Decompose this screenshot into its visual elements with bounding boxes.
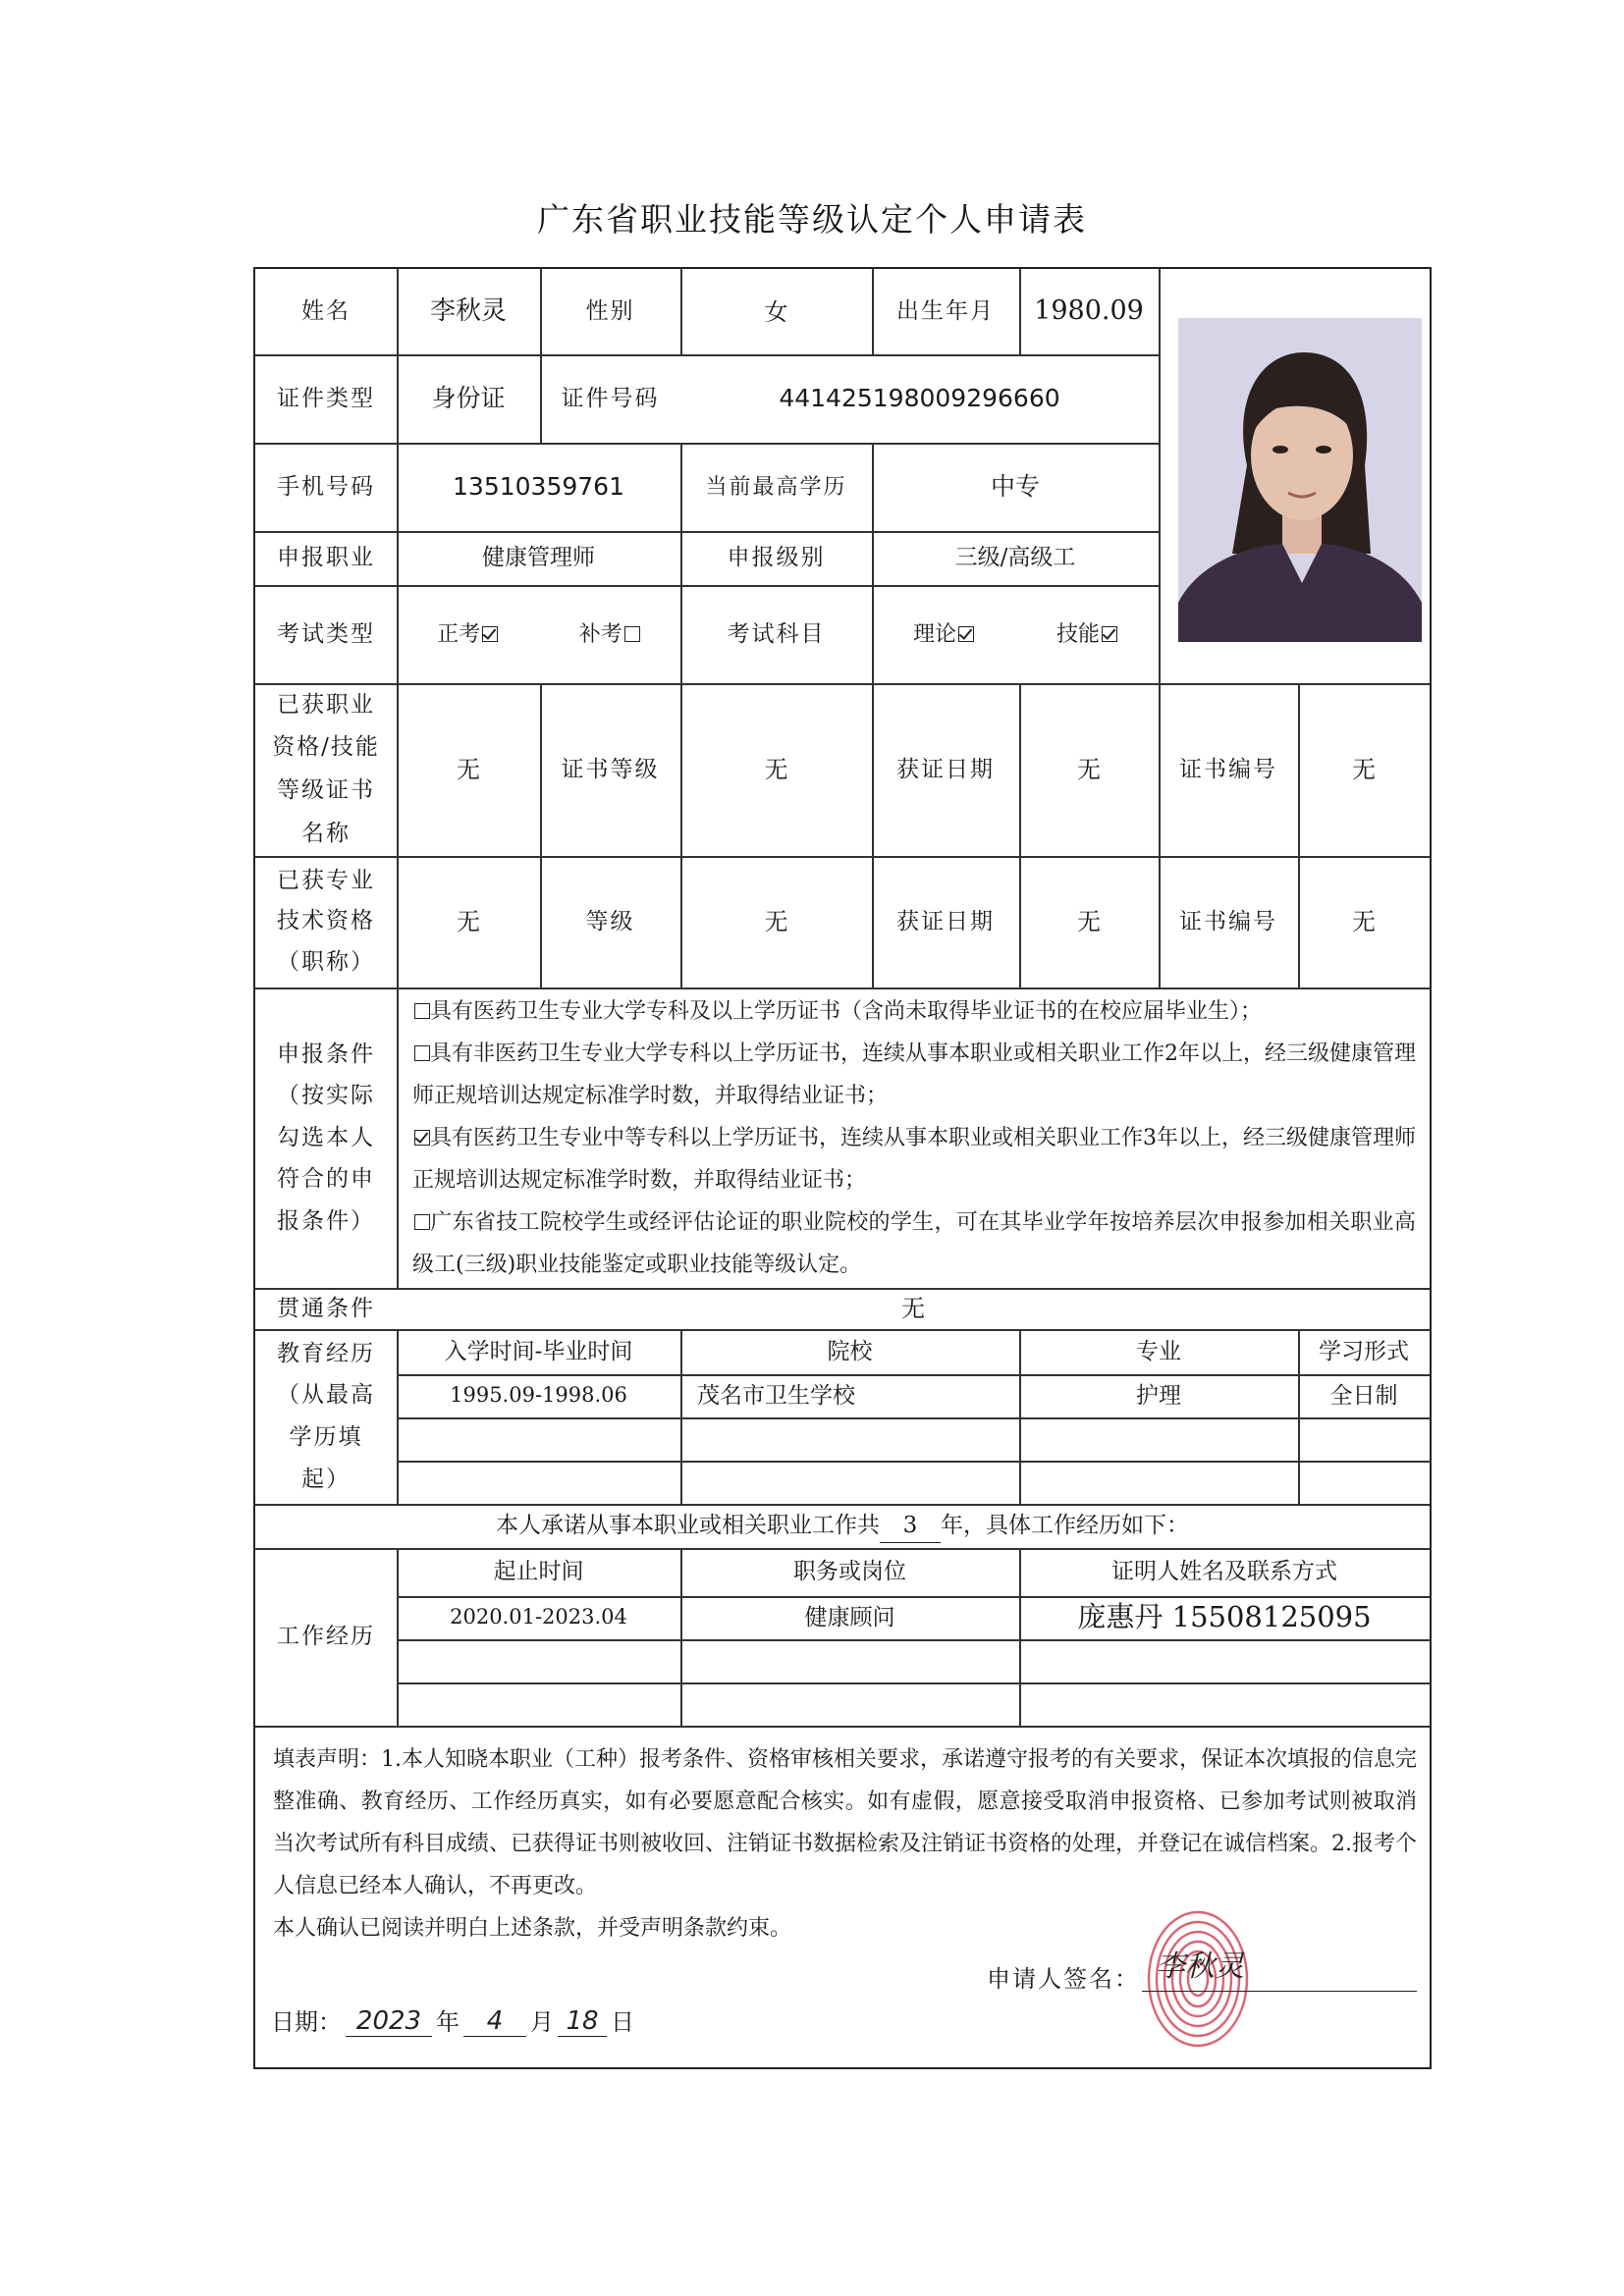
rule bbox=[255, 1726, 1430, 1728]
date-line bbox=[271, 2002, 634, 2037]
exam-type-options bbox=[397, 585, 680, 683]
cert-name-value: 无 bbox=[457, 756, 480, 783]
id-number-label: 证件号码 bbox=[561, 385, 660, 411]
id-type-value: 身份证 bbox=[431, 384, 506, 413]
form-title: 广东省职业技能等级认定个人申请表 bbox=[537, 200, 1087, 239]
name-label: 姓名 bbox=[301, 298, 351, 325]
prof-no-label: 证书编号 bbox=[1179, 908, 1277, 934]
phone-label: 手机号码 bbox=[277, 473, 375, 500]
work-label: 工作经历 bbox=[277, 1624, 375, 1650]
edu-header-school: 院校 bbox=[827, 1338, 873, 1364]
skill-checkbox[interactable] bbox=[1102, 626, 1117, 642]
condition-checkbox[interactable] bbox=[414, 1214, 430, 1230]
cert-date-label: 获证日期 bbox=[896, 756, 995, 782]
date-label: 日期： bbox=[271, 2008, 342, 2036]
form-table bbox=[253, 267, 1432, 2069]
signature-label: 申请人签名： bbox=[987, 1965, 1140, 1993]
work-header-reference: 证明人姓名及联系方式 bbox=[1111, 1559, 1337, 1585]
rule bbox=[397, 1639, 1430, 1641]
cert-no-value: 无 bbox=[1352, 756, 1376, 783]
education-label: 当前最高学历 bbox=[705, 474, 847, 500]
prof-title-label: 已获专业技术资格（职称） bbox=[277, 867, 375, 975]
edu-label-cell bbox=[255, 1329, 397, 1504]
prof-date-value: 无 bbox=[1077, 908, 1101, 935]
rule bbox=[1159, 269, 1161, 683]
applicant-photo bbox=[1178, 318, 1422, 642]
rule bbox=[397, 1417, 1430, 1419]
date-day-unit: 日 bbox=[611, 2008, 634, 2036]
condition-checkbox[interactable] bbox=[414, 1045, 430, 1061]
skill-option[interactable]: 技能 bbox=[1056, 618, 1117, 651]
theory-checkbox[interactable] bbox=[958, 626, 974, 642]
cert-date-value: 无 bbox=[1077, 756, 1101, 783]
edu-note: （从最高学历填起） bbox=[277, 1382, 375, 1492]
signature-value: 李秋灵 bbox=[1156, 1949, 1244, 1984]
date-day[interactable]: 18 bbox=[558, 2006, 607, 2037]
condition-checkbox[interactable] bbox=[414, 1003, 430, 1019]
condition-item: 广东省技工院校学生或经评估论证的职业院校的学生，可在其毕业学年按培养层次申报参加相关职业高级工(三级)职业技能鉴定或职业技能等级认定。 bbox=[412, 1210, 1416, 1277]
commitment-years: 3 bbox=[880, 1509, 941, 1544]
name-value: 李秋灵 bbox=[429, 296, 507, 326]
commitment-suffix: 年，具体工作经历如下： bbox=[941, 1513, 1189, 1539]
through-value: 无 bbox=[901, 1295, 925, 1322]
conditions-label: 申报条件 bbox=[277, 1041, 375, 1067]
theory-option[interactable]: 理论 bbox=[913, 618, 974, 651]
condition-item: 具有医药卫生专业中等专科以上学历证书，连续从事本职业或相关职业工作3年以上，经三级健康管理师正规培训达规定标准学时数，并取得结业证书； bbox=[412, 1126, 1417, 1193]
id-number-value: 441425198009296660 bbox=[779, 384, 1060, 413]
rule bbox=[397, 1461, 1430, 1463]
id-type-label: 证件类型 bbox=[277, 385, 375, 411]
signature-line[interactable] bbox=[1142, 1936, 1417, 1992]
occupation-value: 健康管理师 bbox=[482, 545, 595, 571]
conditions-label-cell bbox=[255, 988, 397, 1288]
level-label: 申报级别 bbox=[727, 545, 826, 571]
regular-exam-option[interactable]: 正考 bbox=[437, 618, 498, 651]
work-row-reference: 庞惠丹 15508125095 bbox=[1077, 1600, 1372, 1634]
cert-grade-label: 证书等级 bbox=[561, 756, 660, 782]
exam-subject-label: 考试科目 bbox=[727, 620, 826, 647]
date-month-unit: 月 bbox=[530, 2008, 554, 2036]
prof-grade-value: 无 bbox=[764, 908, 788, 935]
edu-row-period: 1995.09-1998.06 bbox=[450, 1383, 627, 1408]
date-month[interactable]: 4 bbox=[463, 2006, 526, 2037]
through-label: 贯通条件 bbox=[277, 1295, 375, 1321]
date-year[interactable]: 2023 bbox=[346, 2006, 432, 2037]
edu-row-mode: 全日制 bbox=[1329, 1382, 1398, 1409]
education-value: 中专 bbox=[990, 472, 1040, 502]
condition-checkbox[interactable] bbox=[414, 1130, 430, 1146]
condition-item: 具有医药卫生专业大学专科及以上学历证书（含尚未取得毕业证书的在校应届毕业生）； bbox=[412, 990, 1416, 1033]
gender-value: 女 bbox=[764, 297, 788, 326]
cert-no-label: 证书编号 bbox=[1179, 756, 1277, 782]
declaration-confirmation: 本人确认已阅读并明白上述条款，并受声明条款约束。 bbox=[273, 1916, 792, 1941]
work-header-period: 起止时间 bbox=[493, 1559, 584, 1585]
regular-exam-checkbox[interactable] bbox=[482, 626, 498, 642]
prof-title-value: 无 bbox=[457, 908, 480, 935]
edu-row-major: 护理 bbox=[1136, 1382, 1181, 1409]
exam-type-label: 考试类型 bbox=[277, 620, 375, 647]
birth-label: 出生年月 bbox=[896, 298, 995, 325]
work-header-position: 职务或岗位 bbox=[793, 1559, 906, 1585]
prof-grade-label: 等级 bbox=[585, 908, 635, 934]
conditions-note: （按实际勾选本人符合的申报条件） bbox=[277, 1083, 375, 1234]
rule bbox=[255, 988, 1430, 989]
commitment-prefix: 本人承诺从事本职业或相关职业工作共 bbox=[496, 1513, 880, 1539]
rule bbox=[397, 1682, 1430, 1684]
level-value: 三级/高级工 bbox=[954, 545, 1076, 571]
conditions-list bbox=[412, 990, 1416, 1286]
declaration-paragraph: 填表声明：1.本人知晓本职业（工种）报考条件、资格审核相关要求，承诺遵守报考的有关要求，保证本次填报的信息完整准确、教育经历、工作经历真实，如有必要愿意配合核实。如有虚假，愿意接受取消申报资格、已参加考试则被取消当次考试所有科目成绩、已获得证书则被收回、注销证书数据检索及注销证书资格的处理，并登记在诚信档案。2.报考个人信息已经本人确认，不再更改。 bbox=[273, 1747, 1417, 1898]
occupation-label: 申报职业 bbox=[277, 545, 375, 571]
cert-obtained-label: 已获职业资格/技能等级证书名称 bbox=[272, 691, 380, 846]
work-row-period: 2020.01-2023.04 bbox=[450, 1605, 627, 1629]
prof-no-value: 无 bbox=[1352, 908, 1376, 935]
commitment-line bbox=[255, 1504, 1430, 1548]
date-year-unit: 年 bbox=[436, 2008, 460, 2036]
phone-value: 13510359761 bbox=[453, 472, 624, 502]
edu-label: 教育经历 bbox=[277, 1340, 375, 1366]
work-row-position: 健康顾问 bbox=[804, 1604, 895, 1630]
birth-value: 1980.09 bbox=[1034, 295, 1144, 327]
edu-header-mode: 学习形式 bbox=[1319, 1338, 1409, 1364]
makeup-exam-option[interactable]: 补考 bbox=[579, 618, 640, 651]
edu-row-school: 茂名市卫生学校 bbox=[697, 1382, 855, 1409]
edu-header-major: 专业 bbox=[1136, 1338, 1181, 1364]
condition-item: 具有非医药卫生专业大学专科以上学历证书，连续从事本职业或相关职业工作2年以上，经三级健康管理师正规培训达规定标准学时数，并取得结业证书； bbox=[412, 1041, 1417, 1108]
prof-date-label: 获证日期 bbox=[896, 908, 995, 934]
gender-label: 性别 bbox=[585, 298, 635, 325]
cert-grade-value: 无 bbox=[764, 756, 788, 783]
edu-header-period: 入学时间-毕业时间 bbox=[444, 1338, 633, 1364]
exam-subject-options bbox=[872, 585, 1159, 683]
makeup-exam-checkbox[interactable] bbox=[624, 626, 640, 642]
